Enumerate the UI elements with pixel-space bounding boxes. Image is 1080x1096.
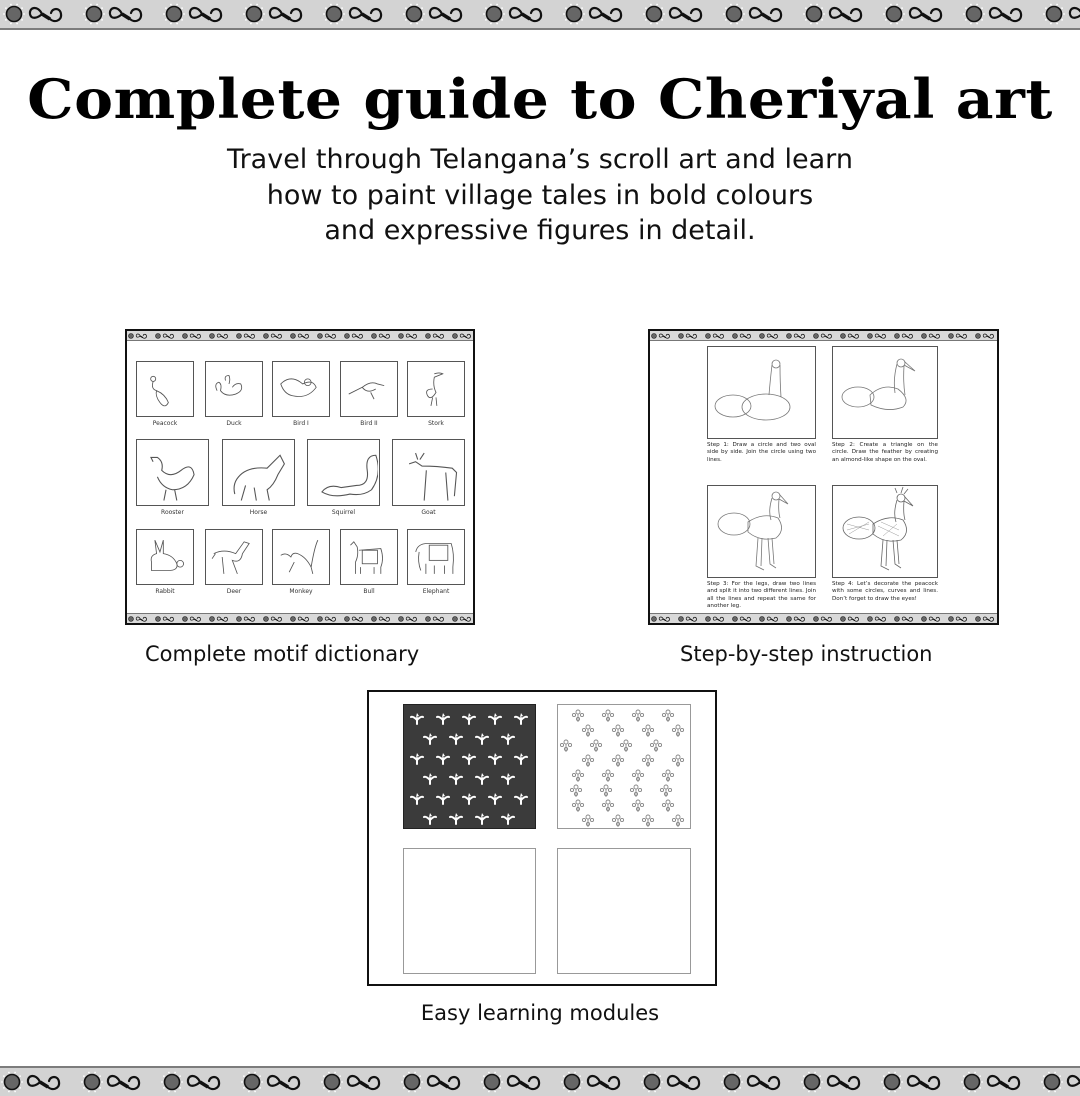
sprig-motif-icon — [461, 791, 477, 811]
dot-and-swirl-icon — [785, 614, 811, 623]
dot-and-swirl-icon — [320, 1067, 400, 1096]
border-unit — [82, 0, 162, 29]
dot-and-swirl-icon — [704, 331, 730, 340]
dot-and-swirl-icon — [127, 614, 153, 623]
dot-and-swirl-icon — [785, 331, 811, 340]
floral-motif-icon — [558, 738, 574, 758]
dot-and-swirl-icon — [160, 1067, 240, 1096]
sprig-motif-icon — [513, 751, 529, 771]
border-unit — [162, 0, 242, 29]
border-unit — [80, 1067, 160, 1096]
sprig-motif-icon — [422, 811, 438, 831]
motif-label: Peacock — [152, 420, 178, 427]
dot-and-swirl-icon — [562, 0, 642, 29]
border-unit — [960, 1067, 1040, 1096]
dot-and-swirl-icon — [127, 331, 153, 340]
bull-motif-icon — [340, 529, 398, 585]
border-unit — [640, 1067, 720, 1096]
light-pattern-panel — [557, 704, 691, 829]
horse-motif-icon — [222, 439, 295, 506]
learning-modules-caption: Easy learning modules — [420, 1001, 660, 1025]
dot-and-swirl-icon — [242, 0, 322, 29]
dot-and-swirl-icon — [289, 331, 315, 340]
dot-and-swirl-icon — [370, 614, 396, 623]
sprig-motif-icon — [487, 751, 503, 771]
motif-tile — [205, 361, 263, 429]
step-4-illustration — [832, 485, 938, 578]
dot-and-swirl-icon — [960, 1067, 1040, 1096]
dot-and-swirl-icon — [866, 614, 892, 623]
step-by-step-preview — [648, 329, 999, 625]
mini-border-unit — [127, 614, 154, 624]
bird-i-motif-icon — [272, 361, 330, 417]
mini-border-unit — [235, 614, 262, 624]
sprig-motif-icon — [435, 751, 451, 771]
dot-and-swirl-icon — [2, 0, 82, 29]
border-unit — [242, 0, 322, 29]
dot-and-swirl-icon — [482, 0, 562, 29]
dot-and-swirl-icon — [731, 331, 757, 340]
blank-practice-panel-2 — [557, 848, 691, 974]
mini-border-unit — [650, 614, 677, 624]
border-unit — [482, 0, 562, 29]
dot-and-swirl-icon — [839, 331, 865, 340]
sprig-motif-icon — [435, 711, 451, 731]
mini-border-unit — [704, 614, 731, 624]
mini-border-unit — [920, 614, 947, 624]
step-4-text: Step 4: Let’s decorate the peacock with some circles, curves and lines. Don’t forget to draw the eyes! — [832, 581, 938, 602]
dot-and-swirl-icon — [720, 1067, 800, 1096]
deer-motif-icon — [205, 529, 263, 585]
motif-dictionary-caption: Complete motif dictionary — [145, 642, 420, 666]
mini-border-unit — [208, 331, 235, 341]
dot-and-swirl-icon — [677, 614, 703, 623]
motif-tile — [205, 529, 263, 597]
dot-and-swirl-icon — [560, 1067, 640, 1096]
sprig-motif-icon — [500, 811, 516, 831]
sprig-motif-icon — [448, 731, 464, 751]
motif-label: Horse — [249, 509, 268, 516]
border-unit — [322, 0, 402, 29]
motif-dictionary-preview — [125, 329, 475, 625]
mini-border-unit — [893, 331, 920, 341]
border-unit — [400, 1067, 480, 1096]
dot-and-swirl-icon — [962, 0, 1042, 29]
dot-and-swirl-icon — [882, 0, 962, 29]
mini-border-unit — [154, 331, 181, 341]
dot-and-swirl-icon — [154, 331, 180, 340]
border-unit — [402, 0, 482, 29]
border-unit — [160, 1067, 240, 1096]
border-unit — [880, 1067, 960, 1096]
dot-and-swirl-icon — [893, 614, 919, 623]
border-unit — [560, 1067, 640, 1096]
dot-and-swirl-icon — [397, 614, 423, 623]
dot-and-swirl-icon — [1040, 1067, 1080, 1096]
bird-ii-motif-icon — [340, 361, 398, 417]
dot-and-swirl-icon — [800, 1067, 880, 1096]
dot-and-swirl-icon — [640, 1067, 720, 1096]
border-unit — [0, 1067, 80, 1096]
mini-border-unit — [397, 331, 424, 341]
dot-and-swirl-icon — [650, 331, 676, 340]
sprig-motif-icon — [500, 731, 516, 751]
step-3-text: Step 3: For the legs, draw two lines and split it into two different lines. Join all the lines and repeat the same for another leg. — [707, 581, 816, 609]
mini-border-unit — [370, 331, 397, 341]
mini-border-unit — [758, 331, 785, 341]
sprig-motif-icon — [422, 771, 438, 791]
motif-label: Bird II — [360, 420, 378, 427]
mini-border-unit — [208, 614, 235, 624]
peacock-step-4-icon — [833, 486, 937, 577]
dot-and-swirl-icon — [812, 614, 838, 623]
sprig-motif-icon — [487, 711, 503, 731]
mini-border-unit — [181, 331, 208, 341]
dot-and-swirl-icon — [758, 614, 784, 623]
dot-and-swirl-icon — [451, 614, 473, 623]
dot-and-swirl-icon — [154, 614, 180, 623]
card-bottom-border — [127, 613, 473, 623]
motif-label: Rabbit — [155, 588, 175, 595]
mini-border-unit — [866, 614, 893, 624]
step-3-illustration — [707, 485, 816, 578]
dot-and-swirl-icon — [839, 614, 865, 623]
motif-label: Rooster — [161, 509, 184, 516]
dot-and-swirl-icon — [82, 0, 162, 29]
border-unit — [642, 0, 722, 29]
mini-border-unit — [316, 614, 343, 624]
dot-and-swirl-icon — [402, 0, 482, 29]
mini-border-unit — [343, 331, 370, 341]
floral-motif-icon — [670, 813, 686, 833]
dot-and-swirl-icon — [343, 331, 369, 340]
stork-motif-icon — [407, 361, 465, 417]
mini-border-unit — [677, 614, 704, 624]
elephant-motif-icon — [407, 529, 465, 585]
motif-tile — [407, 361, 465, 429]
mini-border-unit — [316, 331, 343, 341]
motif-label: Stork — [428, 420, 444, 427]
mini-border-unit — [451, 331, 473, 341]
blank-practice-panel-1 — [403, 848, 536, 974]
sprig-motif-icon — [409, 791, 425, 811]
peacock-step-1-icon — [708, 347, 815, 438]
motif-label: Bull — [363, 588, 375, 595]
mini-border-unit — [235, 331, 262, 341]
step-1-text: Step 1: Draw a circle and two oval side by side. Join the circle using two lines. — [707, 442, 816, 463]
dot-and-swirl-icon — [400, 1067, 480, 1096]
dot-and-swirl-icon — [642, 0, 722, 29]
card-bottom-border — [650, 613, 997, 623]
border-unit — [802, 0, 882, 29]
dot-and-swirl-icon — [262, 614, 288, 623]
mini-border-unit — [262, 331, 289, 341]
step-2-illustration — [832, 346, 938, 439]
mini-border-unit — [920, 331, 947, 341]
mini-border-unit — [893, 614, 920, 624]
page-title: Complete guide to Cheriyal art — [27, 67, 1053, 131]
mini-border-unit — [650, 331, 677, 341]
bottom-decorative-border — [0, 1066, 1080, 1096]
border-unit — [962, 0, 1042, 29]
sprig-motif-icon — [461, 711, 477, 731]
dot-and-swirl-icon — [162, 0, 242, 29]
mini-border-unit — [947, 331, 974, 341]
border-unit — [320, 1067, 400, 1096]
border-unit — [1040, 1067, 1080, 1096]
dot-and-swirl-icon — [289, 614, 315, 623]
mini-border-unit — [154, 614, 181, 624]
step-2-text: Step 2: Create a triangle on the circle. Draw the feather by creating an almond-like shape on the oval. — [832, 442, 938, 463]
dot-and-swirl-icon — [262, 331, 288, 340]
peacock-step-2-icon — [833, 347, 937, 438]
sprig-motif-icon — [474, 731, 490, 751]
border-unit — [882, 0, 962, 29]
dot-and-swirl-icon — [235, 331, 261, 340]
dot-and-swirl-icon — [947, 331, 973, 340]
floral-motif-icon — [610, 813, 626, 833]
mini-border-unit — [839, 614, 866, 624]
motif-label: Elephant — [422, 588, 450, 595]
sprig-motif-icon — [513, 711, 529, 731]
motif-tile — [340, 361, 398, 429]
dot-and-swirl-icon — [370, 331, 396, 340]
mini-border-unit — [424, 614, 451, 624]
dark-pattern-panel — [403, 704, 536, 829]
sprig-motif-icon — [474, 811, 490, 831]
motif-tile — [272, 361, 330, 429]
dot-and-swirl-icon — [181, 331, 207, 340]
border-unit — [2, 0, 82, 29]
dot-and-swirl-icon — [451, 331, 473, 340]
mini-border-unit — [839, 331, 866, 341]
motif-label: Monkey — [289, 588, 313, 595]
motif-label: Deer — [226, 588, 242, 595]
dot-and-swirl-icon — [1042, 0, 1080, 29]
card-top-border — [127, 331, 473, 341]
step-by-step-caption: Step-by-step instruction — [680, 642, 933, 666]
border-unit — [800, 1067, 880, 1096]
mini-border-unit — [947, 614, 974, 624]
border-unit — [722, 0, 802, 29]
top-decorative-border — [0, 0, 1080, 30]
motif-tile — [340, 529, 398, 597]
motif-tile — [407, 529, 465, 597]
dot-and-swirl-icon — [424, 614, 450, 623]
motif-tile — [222, 439, 295, 518]
border-unit — [562, 0, 642, 29]
dot-and-swirl-icon — [235, 614, 261, 623]
mini-border-unit — [289, 614, 316, 624]
squirrel-motif-icon — [307, 439, 380, 506]
mini-border-unit — [397, 614, 424, 624]
dot-and-swirl-icon — [802, 0, 882, 29]
sprig-motif-icon — [500, 771, 516, 791]
border-unit — [720, 1067, 800, 1096]
mini-border-unit — [731, 614, 758, 624]
card-top-border — [650, 331, 997, 341]
sprig-motif-icon — [435, 791, 451, 811]
sprig-motif-icon — [461, 751, 477, 771]
sprig-motif-icon — [448, 811, 464, 831]
mini-border-unit — [127, 331, 154, 341]
learning-modules-preview — [367, 690, 717, 986]
peacock-motif-icon — [136, 361, 194, 417]
dot-and-swirl-icon — [343, 614, 369, 623]
mini-border-unit — [812, 331, 839, 341]
rabbit-motif-icon — [136, 529, 194, 585]
motif-label: Goat — [421, 509, 436, 516]
monkey-motif-icon — [272, 529, 330, 585]
motif-label: Bird I — [293, 420, 309, 427]
dot-and-swirl-icon — [893, 331, 919, 340]
mini-border-unit — [785, 331, 812, 341]
dot-and-swirl-icon — [947, 614, 973, 623]
dot-and-swirl-icon — [866, 331, 892, 340]
border-unit — [240, 1067, 320, 1096]
dot-and-swirl-icon — [80, 1067, 160, 1096]
mini-border-unit — [370, 614, 397, 624]
dot-and-swirl-icon — [731, 614, 757, 623]
border-unit — [480, 1067, 560, 1096]
sprig-motif-icon — [474, 771, 490, 791]
dot-and-swirl-icon — [0, 1067, 80, 1096]
mini-border-unit — [677, 331, 704, 341]
dot-and-swirl-icon — [758, 331, 784, 340]
dot-and-swirl-icon — [397, 331, 423, 340]
mini-border-unit — [974, 614, 997, 624]
dot-and-swirl-icon — [812, 331, 838, 340]
mini-border-unit — [181, 614, 208, 624]
dot-and-swirl-icon — [208, 614, 234, 623]
mini-border-unit — [704, 331, 731, 341]
duck-motif-icon — [205, 361, 263, 417]
dot-and-swirl-icon — [316, 331, 342, 340]
peacock-step-3-icon — [708, 486, 815, 577]
motif-tile — [392, 439, 465, 518]
floral-motif-icon — [640, 813, 656, 833]
motif-tile — [136, 439, 209, 518]
dot-and-swirl-icon — [650, 614, 676, 623]
floral-motif-icon — [670, 723, 686, 743]
subtitle-line-3: and expressive figures in detail. — [324, 215, 756, 246]
sprig-motif-icon — [422, 731, 438, 751]
motif-tile — [307, 439, 380, 518]
dot-and-swirl-icon — [316, 614, 342, 623]
motif-tile — [272, 529, 330, 597]
mini-border-unit — [731, 331, 758, 341]
mini-border-unit — [262, 614, 289, 624]
sprig-motif-icon — [409, 711, 425, 731]
subtitle-line-2: how to paint village tales in bold colours — [266, 179, 814, 211]
mini-border-unit — [866, 331, 893, 341]
subtitle-line-1: Travel through Telangana’s scroll art and learn — [227, 144, 853, 175]
page-subtitle — [0, 142, 1080, 249]
mini-border-unit — [785, 614, 812, 624]
sprig-motif-icon — [409, 751, 425, 771]
rooster-motif-icon — [136, 439, 209, 506]
motif-label: Duck — [226, 420, 242, 427]
dot-and-swirl-icon — [722, 0, 802, 29]
floral-motif-icon — [580, 813, 596, 833]
border-unit — [1042, 0, 1080, 29]
sprig-motif-icon — [513, 791, 529, 811]
dot-and-swirl-icon — [920, 331, 946, 340]
mini-border-unit — [758, 614, 785, 624]
mini-border-unit — [812, 614, 839, 624]
mini-border-unit — [974, 331, 997, 341]
step-1-illustration — [707, 346, 816, 439]
dot-and-swirl-icon — [240, 1067, 320, 1096]
sprig-motif-icon — [448, 771, 464, 791]
dot-and-swirl-icon — [322, 0, 402, 29]
mini-border-unit — [289, 331, 316, 341]
motif-tile — [136, 529, 194, 597]
goat-motif-icon — [392, 439, 465, 506]
sprig-motif-icon — [487, 791, 503, 811]
dot-and-swirl-icon — [704, 614, 730, 623]
dot-and-swirl-icon — [208, 331, 234, 340]
dot-and-swirl-icon — [181, 614, 207, 623]
dot-and-swirl-icon — [974, 331, 997, 340]
dot-and-swirl-icon — [974, 614, 997, 623]
motif-tile — [136, 361, 194, 429]
mini-border-unit — [424, 331, 451, 341]
dot-and-swirl-icon — [677, 331, 703, 340]
dot-and-swirl-icon — [480, 1067, 560, 1096]
dot-and-swirl-icon — [424, 331, 450, 340]
motif-label: Squirrel — [331, 509, 356, 516]
mini-border-unit — [343, 614, 370, 624]
mini-border-unit — [451, 614, 473, 624]
dot-and-swirl-icon — [920, 614, 946, 623]
dot-and-swirl-icon — [880, 1067, 960, 1096]
